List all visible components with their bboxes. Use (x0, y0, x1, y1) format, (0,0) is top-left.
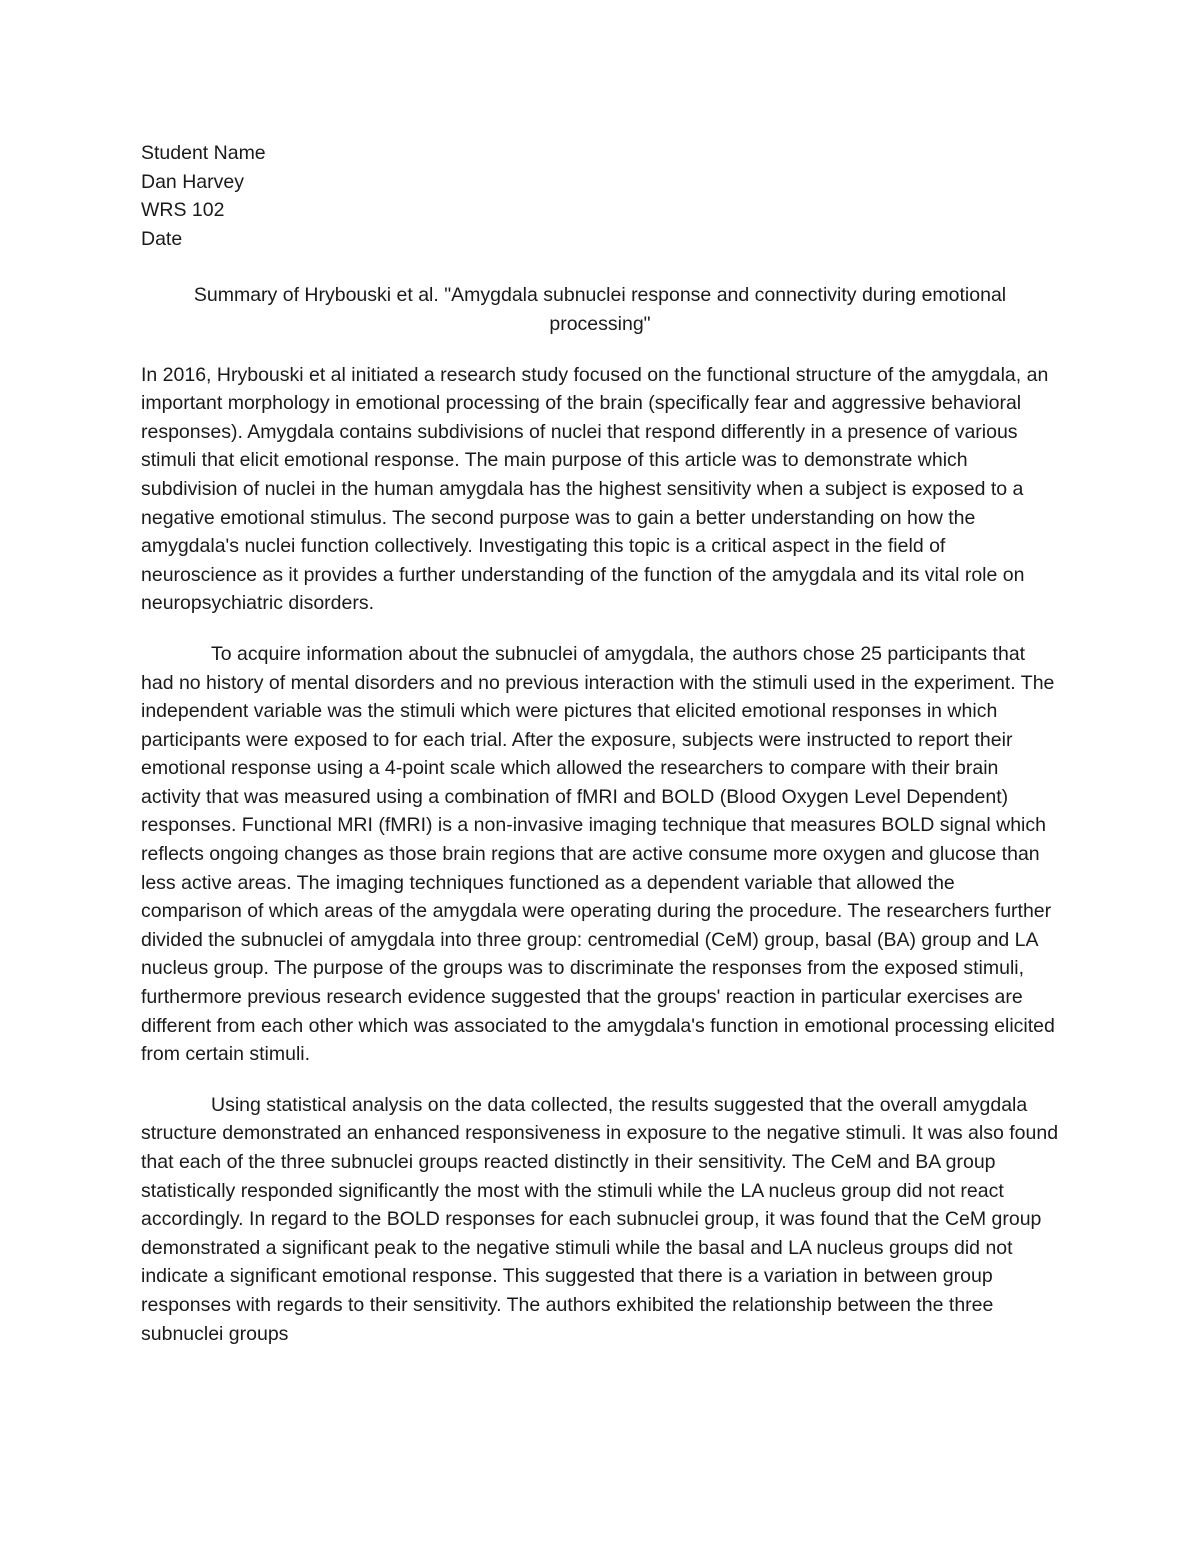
paragraph-introduction: In 2016, Hrybouski et al initiated a research study focused on the functional structure of the amygdala, an important morphology in emotional processing of the brain (specifically fear and aggressive behavioral responses). Amygdala contains subdivisions of nuclei that respond differently in a presence of various stimuli that elicit emotional response. The main purpose of this article was to demonstrate which subdivision of nuclei in the human amygdala has the highest sensitivity when a subject is exposed to a negative emotional stimulus. The second purpose was to gain a better understanding on how the amygdala's nuclei function collectively. Investigating this topic is a critical aspect in the field of neuroscience as it provides a further understanding of the function of the amygdala and its vital role on neuropsychiatric disorders. (141, 363, 1049, 615)
document-body (141, 139, 1059, 1348)
student-name: Student Name (141, 142, 266, 164)
course-code: WRS 102 (141, 199, 225, 222)
paragraph-results: Using statistical analysis on the data collected, the results suggested that the overall amygdala structure demonstrated an enhanced responsiveness in exposure to the negative stimuli. It was also found that each of the three subnuclei groups reacted distinctly in their sensitivity. The CeM and BA group statistically responded significantly the most with the stimuli while the LA nucleus group did not react accordingly. In regard to the BOLD responses for each subnuclei group, it was found that the CeM group demonstrated a significant peak to the negative stimuli while the basal and LA nucleus groups did not indicate a significant emotional response. This suggested that there is a variation in between group responses with regards to their sensitivity. The authors exhibited the relationship between the three subnuclei groups (141, 1093, 1059, 1345)
paragraph-methods: To acquire information about the subnuclei of amygdala, the authors chose 25 participants that had no history of mental disorders and no previous interaction with the stimuli used in the experiment. The independent variable was the stimuli which were pictures that elicited emotional responses in which participants were exposed to for each trial. After the exposure, subjects were instructed to report their emotional response using a 4-point scale which allowed the researchers to compare with their brain activity that was measured using a combination of fMRI and BOLD (Blood Oxygen Level Dependent) responses. Functional MRI (fMRI) is a non-invasive imaging technique that measures BOLD signal which reflects ongoing changes as those brain regions that are active consume more oxygen and glucose than less active areas. The imaging techniques functioned as a dependent variable that allowed the comparison of which areas of the amygdala were operating during the procedure. The researchers further divided the subnuclei of amygdala into three group: centromedial (CeM) group, basal (BA) group and LA nucleus group. The purpose of the groups was to discriminate the responses from the exposed stimuli, furthermore previous research evidence suggested that the groups' reaction in particular exercises are different from each other which was associated to the amygdala's function in emotional processing elicited from certain stimuli. (141, 642, 1055, 1066)
date-line: Date (141, 227, 183, 250)
essay-title: Summary of Hrybouski et al. "Amygdala subnuclei response and connectivity during emotional processing" (193, 284, 1007, 335)
instructor-name: Dan Harvey (141, 170, 244, 193)
